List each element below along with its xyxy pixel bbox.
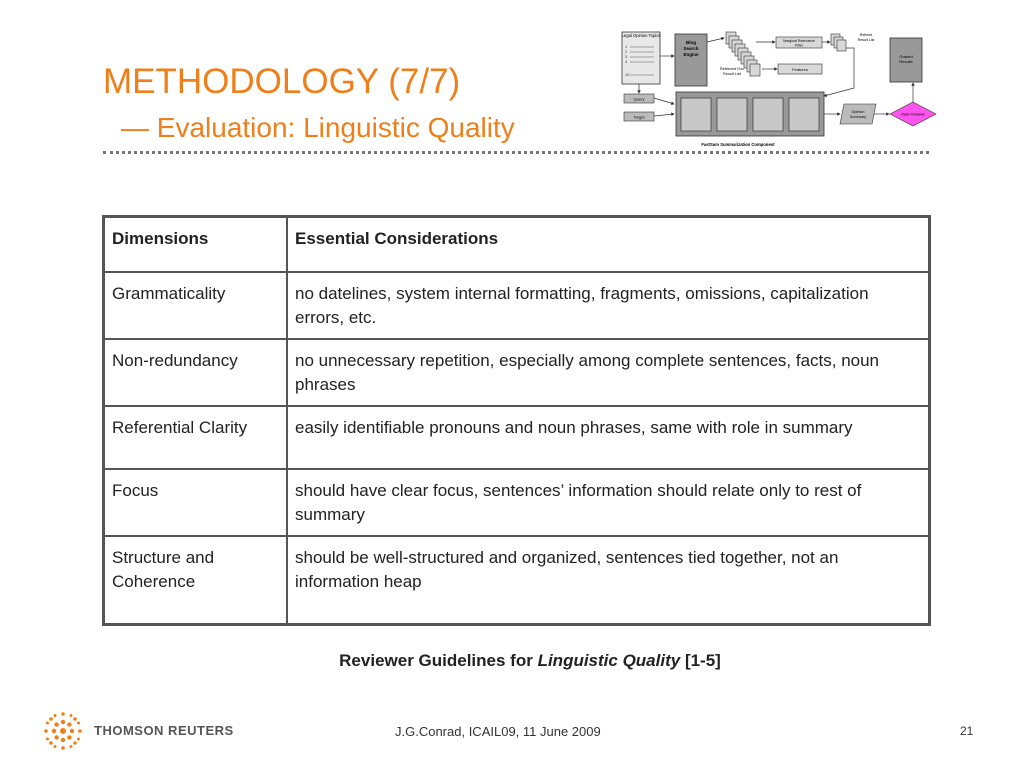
mmr-label: Marginal Relevance [783, 39, 815, 43]
system-diagram [618, 28, 940, 150]
considerations-cell: no datelines, system internal formatting, fragments, omissions, capitalization errors, etc. [287, 272, 930, 339]
considerations-cell: should have clear focus, sentences’ information should relate only to rest of summary [287, 469, 930, 536]
table-row [104, 536, 930, 624]
footer-citation: J.G.Conrad, ICAIL09, 11 June 2009 [395, 724, 601, 739]
refined-docs-stack [831, 34, 846, 51]
mmr-label: Filter [795, 43, 803, 48]
slide-subtitle: — Evaluation: Linguistic Quality [121, 112, 515, 143]
summary-label: Opinion [851, 110, 865, 114]
graded-label: Graded [899, 54, 913, 59]
target-label: Target [633, 114, 645, 120]
header-dimensions: Dimensions [104, 217, 288, 273]
caption-prefix: Reviewer Guidelines for [339, 651, 533, 670]
summary-label: Summary [849, 115, 867, 119]
header-considerations: Essential Considerations [287, 217, 930, 273]
engine-label: Search [683, 46, 699, 51]
table-caption [0, 651, 1024, 671]
dimension-cell: Grammaticality [104, 272, 288, 339]
title-divider [103, 151, 929, 154]
table-row [104, 272, 930, 339]
considerations-cell: no unnecessary repetition, especially among complete sentences, facts, noun phrases [287, 339, 930, 406]
topic-item: 3 [625, 55, 628, 59]
refined-label: Result List [857, 38, 875, 42]
considerations-cell: easily identifiable pronouns and noun phrases, same with role in summary [287, 406, 930, 469]
dimension-cell: Focus [104, 469, 288, 536]
engine-label: Engine [683, 52, 699, 57]
dimension-cell: Structure and Coherence [104, 536, 288, 624]
brand-name: THOMSON REUTERS [94, 723, 234, 738]
considerations-cell: should be well-structured and organized, sentences tied together, not an information heap [287, 536, 930, 624]
table-row [104, 339, 930, 406]
dimension-cell: Non-redundancy [104, 339, 288, 406]
table-header-row [104, 217, 930, 273]
retrieved-label: Result List [723, 72, 741, 76]
rater-label: Rater Reviews [901, 112, 925, 117]
page-number: 21 [960, 724, 974, 738]
caption-suffix: [1-5] [684, 651, 721, 670]
thomson-reuters-logo-icon [40, 708, 86, 754]
refined-label: Refined [859, 33, 873, 37]
table-row [104, 469, 930, 536]
topic-item: 1 [625, 45, 628, 49]
component-label: FastSum Summarization Component [701, 142, 775, 147]
engine-label: Blog [686, 40, 696, 45]
topic-item: 4 [625, 60, 628, 64]
opinion-summary-box [840, 104, 876, 124]
graded-label: Results [899, 59, 913, 64]
topic-item: 10 [625, 73, 630, 77]
topic-item: 2 [625, 50, 628, 54]
topics-label: Legal Opinion Topics [621, 33, 661, 38]
slide-title: METHODOLOGY (7/7) [103, 62, 461, 101]
retrieved-label: Retrieved Doc [719, 67, 745, 71]
table-row [104, 406, 930, 469]
query-label: Query [633, 96, 645, 102]
guidelines-table [102, 215, 931, 626]
features-label: Features [792, 67, 808, 72]
dimension-cell: Referential Clarity [104, 406, 288, 469]
caption-italic: Linguistic Quality [537, 651, 681, 670]
